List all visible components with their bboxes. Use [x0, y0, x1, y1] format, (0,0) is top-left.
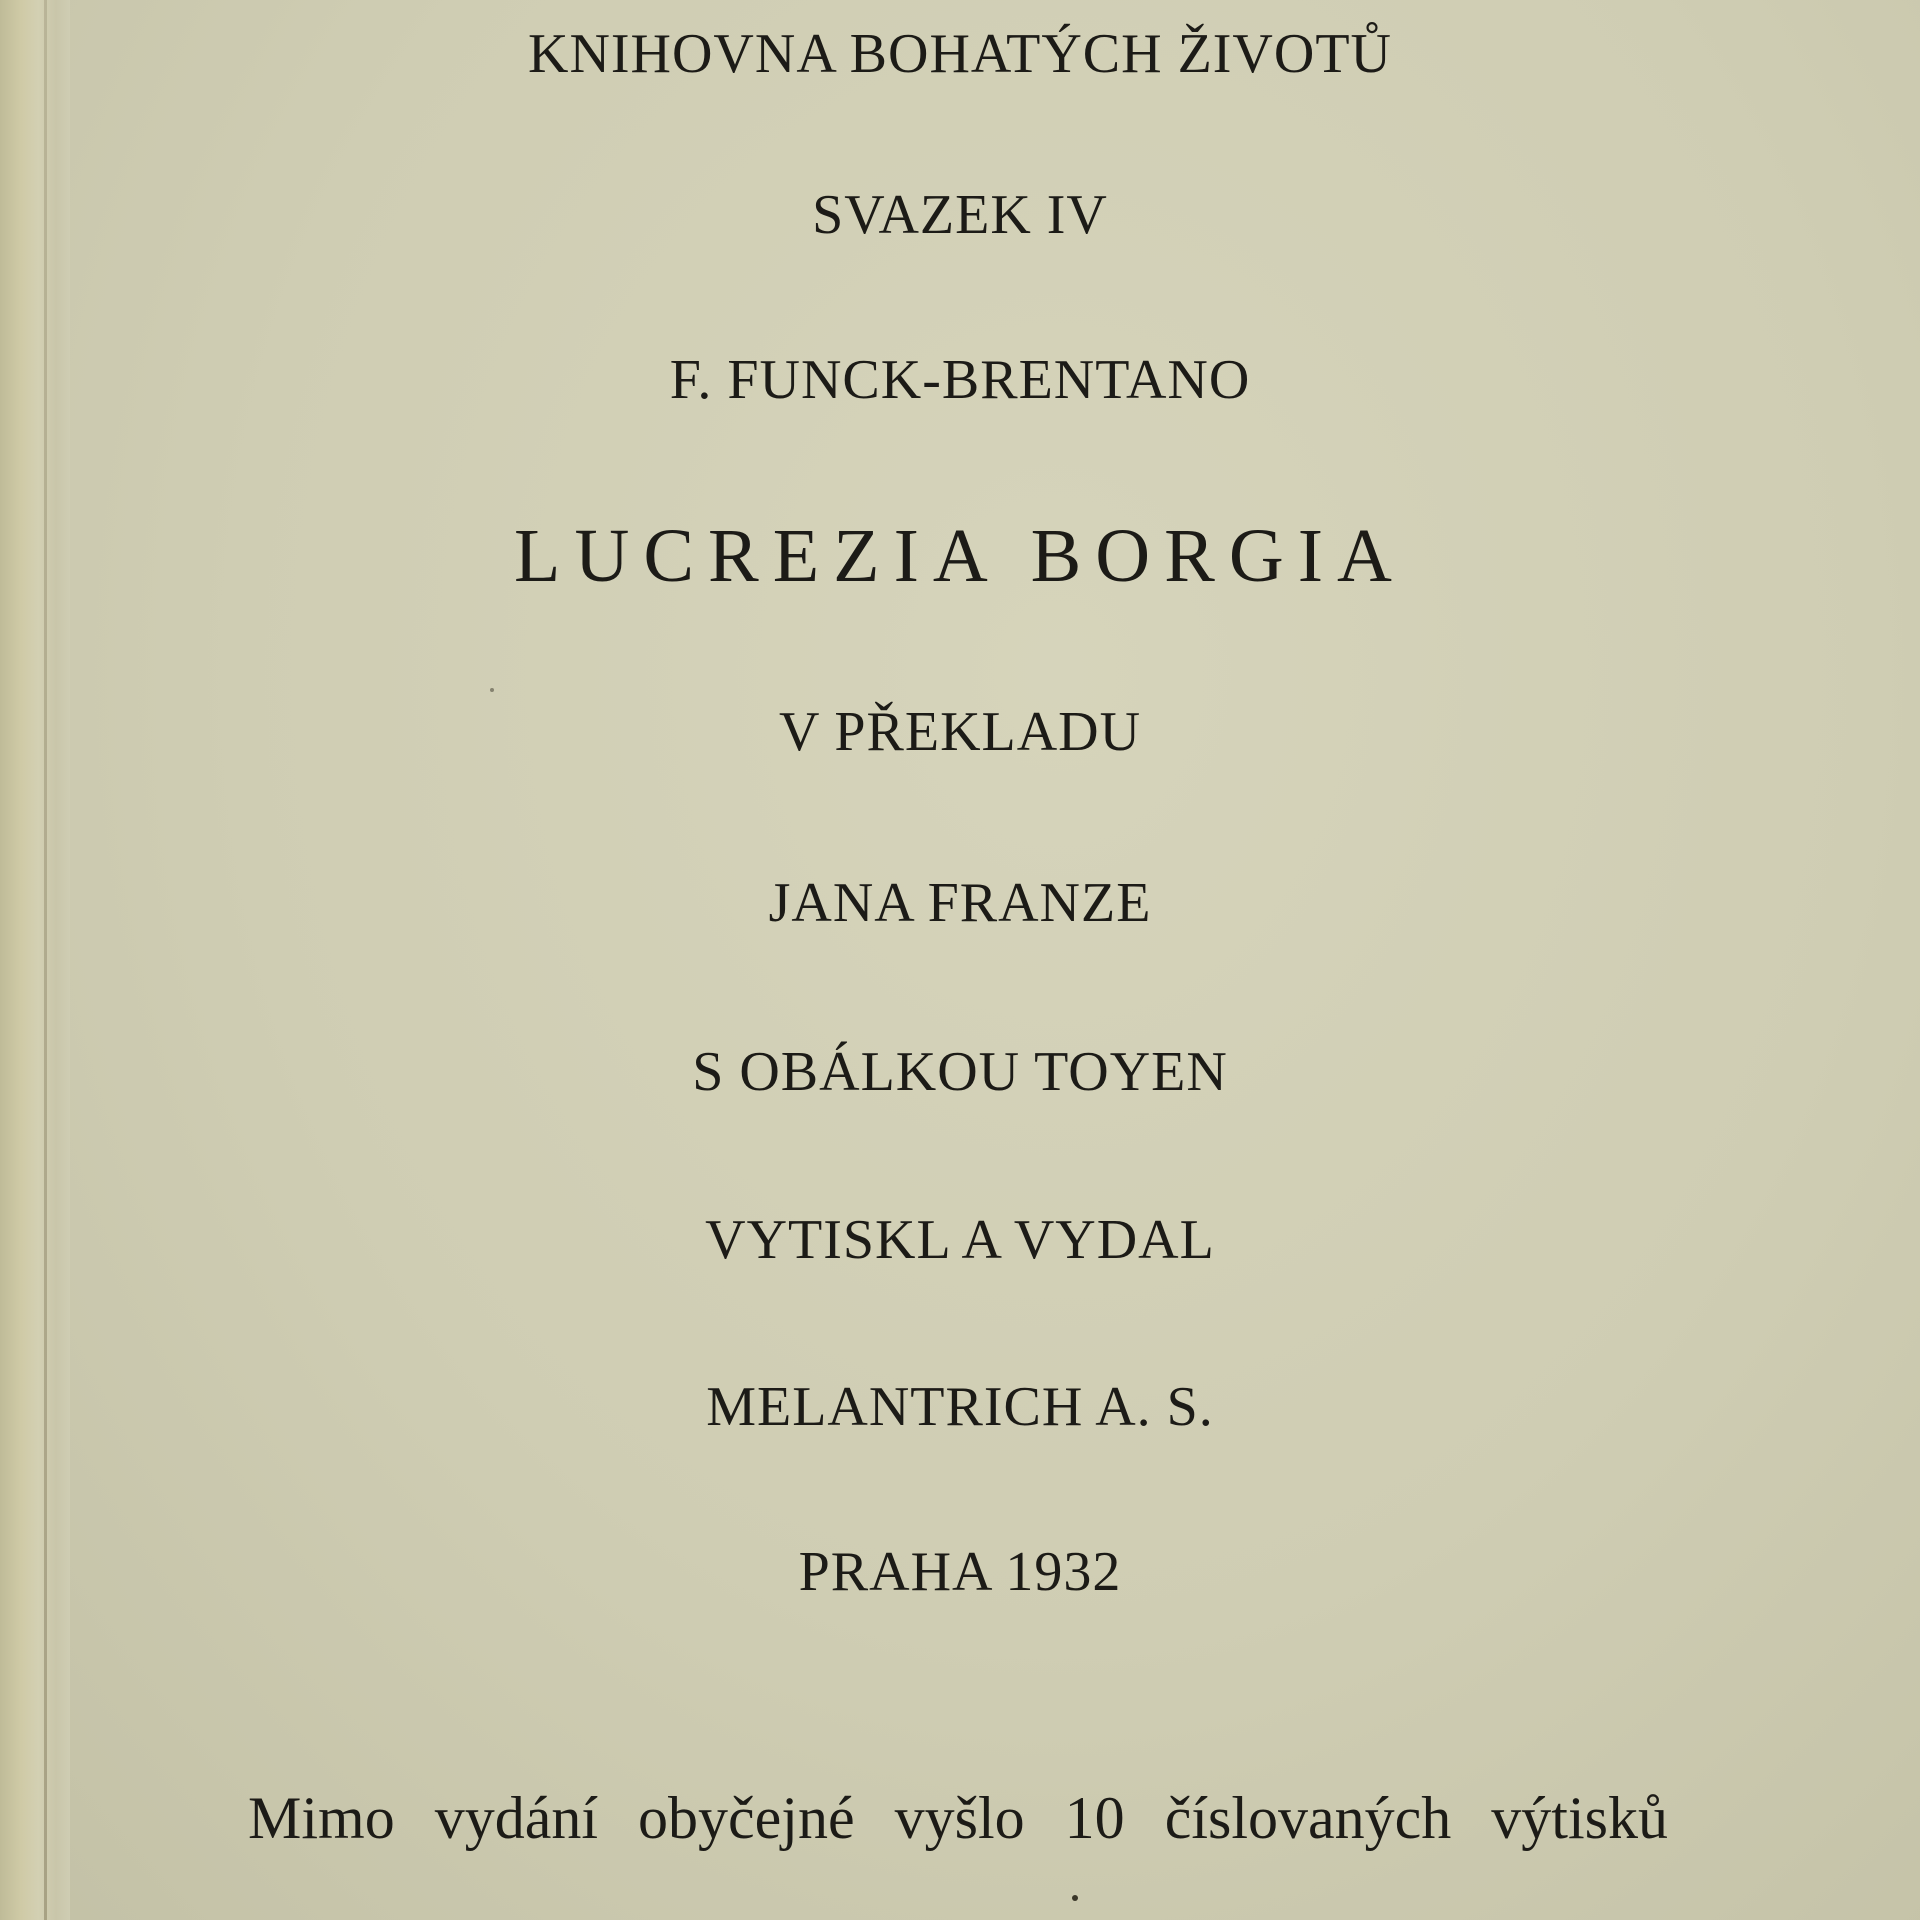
author-name: F. FUNCK-BRENTANO	[669, 349, 1251, 411]
place-and-year: PRAHA 1932	[798, 1541, 1122, 1603]
book-title: LUCREZIA BORGIA	[514, 514, 1406, 598]
volume-number: SVAZEK IV	[812, 184, 1108, 246]
edition-note: Mimo vydání obyčejné vyšlo 10 číslovaných výtisků	[248, 1785, 1668, 1851]
translation-label: V PŘEKLADU	[778, 701, 1142, 763]
series-name: KNIHOVNA BOHATÝCH ŽIVOTŮ	[528, 23, 1392, 85]
cover-credit: S OBÁLKOU TOYEN	[692, 1041, 1228, 1103]
paper-speck	[490, 688, 494, 692]
printed-by-label: VYTISKL A VYDAL	[705, 1209, 1215, 1271]
page-gutter	[0, 0, 70, 1920]
publisher-name: MELANTRICH A. S.	[706, 1376, 1214, 1438]
paper-speck	[1072, 1895, 1078, 1901]
translator-name: JANA FRANZE	[768, 872, 1152, 934]
gutter-shadow	[44, 0, 47, 1920]
